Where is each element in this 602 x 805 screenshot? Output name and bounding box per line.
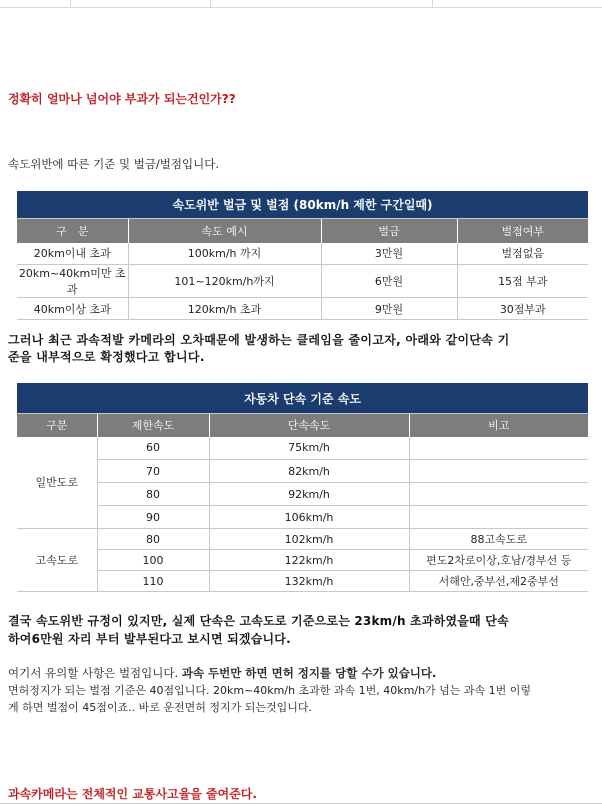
top-divider: [0, 0, 602, 8]
cell: 15점 부과: [457, 265, 588, 298]
cell: 88고속도로: [409, 529, 588, 550]
cell: [409, 437, 588, 460]
cell: 102km/h: [209, 529, 409, 550]
table-row: [17, 298, 588, 320]
cell: 80: [97, 529, 209, 550]
cell: 70: [97, 460, 209, 483]
closing-heading: 과속카메라는 전체적인 교통사고율을 줄여준다.: [8, 787, 257, 801]
table-row: [17, 243, 588, 265]
paragraph-line: 면허정지가 되는 벌점 기준은 40점입니다. 20km~40km/h 초과한 과속 1번, 40km/h가 넘는 과속 1번 이렇: [8, 684, 532, 697]
header-type: 구분: [17, 414, 97, 437]
road-type: 일반도로: [17, 437, 97, 529]
cell: [409, 483, 588, 506]
notice-text: 여기서 유의할 사항은 벌점입니다.: [8, 666, 179, 680]
paragraph-line: 게 하면 벌점이 45점이죠.. 바로 운전면허 정지가 되는것입니다.: [8, 701, 312, 714]
cell: 6만원: [321, 265, 457, 298]
cell: 100: [97, 550, 209, 571]
paragraph-line: [8, 665, 436, 682]
road-type: 고속도로: [17, 529, 97, 592]
table-row: [17, 529, 588, 550]
header-category: 구 분: [17, 219, 128, 243]
header-speed-limit: 제한속도: [97, 414, 209, 437]
section-heading: 정확히 얼마나 넘어야 부과가 되는건인가??: [8, 92, 236, 106]
enforcement-table: [17, 383, 588, 592]
cell: 80: [97, 483, 209, 506]
fine-table-title: 속도위반 벌금 및 벌점 (80km/h 제한 구간일때): [17, 191, 588, 219]
cell: [409, 506, 588, 529]
cell: 90: [97, 506, 209, 529]
table-row: [17, 550, 588, 571]
table-row: [17, 483, 588, 506]
paragraph-line: 하여6만원 자리 부터 발부된다고 보시면 되겠습니다.: [8, 632, 291, 646]
cell: 9만원: [321, 298, 457, 320]
cell: 101~120km/h까지: [128, 265, 321, 298]
cell: 60: [97, 437, 209, 460]
header-penalty: 벌점여부: [457, 219, 588, 243]
paragraph-line: 결국 속도위반 규정이 있지만, 실제 단속은 고속도로 기준으로는 23km/h 초과하였을때 단속: [8, 614, 509, 628]
cell: 20km~40km미만 초과: [17, 265, 128, 298]
table-row: [17, 437, 588, 460]
cell: 75km/h: [209, 437, 409, 460]
bottom-divider: [0, 803, 602, 804]
fine-table: [17, 191, 588, 320]
cell: 122km/h: [209, 550, 409, 571]
cell: 20km이내 초과: [17, 243, 128, 265]
cell: 3만원: [321, 243, 457, 265]
cell: 서해안,중부선,제2중부선: [409, 571, 588, 592]
header-fine: 벌금: [321, 219, 457, 243]
header-speed-example: 속도 예시: [128, 219, 321, 243]
cell: 벌점없음: [457, 243, 588, 265]
cell: 82km/h: [209, 460, 409, 483]
cell: 92km/h: [209, 483, 409, 506]
cell: 120km/h 초과: [128, 298, 321, 320]
table-row: [17, 506, 588, 529]
intro-text: 속도위반에 따른 기준 및 벌금/벌점입니다.: [8, 157, 220, 171]
cell: 132km/h: [209, 571, 409, 592]
table-row: [17, 265, 588, 298]
cell: 편도2차로이상,호남/경부선 등: [409, 550, 588, 571]
cell: 40km이상 초과: [17, 298, 128, 320]
header-enforcement-speed: 단속속도: [209, 414, 409, 437]
paragraph-line: 준을 내부적으로 확정했다고 합니다.: [8, 350, 205, 364]
cell: 30점부과: [457, 298, 588, 320]
header-note: 비고: [409, 414, 588, 437]
paragraph-line: 그러나 최근 과속적발 카메라의 오차때문에 발생하는 클레임을 줄이고자, 아래와 같이단속 기: [8, 333, 510, 347]
notice-bold: 과속 두번만 하면 면허 정지를 당할 수가 있습니다.: [181, 666, 437, 680]
cell: 106km/h: [209, 506, 409, 529]
table-row: [17, 571, 588, 592]
cell: 100km/h 까지: [128, 243, 321, 265]
enforcement-table-title: 자동차 단속 기준 속도: [17, 383, 588, 414]
cell: [409, 460, 588, 483]
table-row: [17, 460, 588, 483]
cell: 110: [97, 571, 209, 592]
